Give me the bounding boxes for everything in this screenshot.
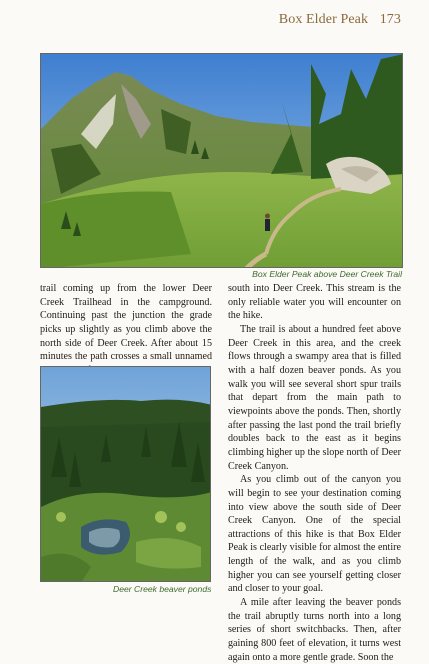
main-photo-caption: Box Elder Peak above Deer Creek Trail [252, 269, 402, 279]
header-title: Box Elder Peak [278, 12, 369, 27]
mountain-photo [40, 53, 403, 268]
right-paragraph-1: south into Deer Creek. This stream is the only reliable water you will encounter on the hike. [228, 283, 401, 322]
beaver-ponds-photo [40, 366, 211, 582]
right-paragraph-2: The trail is about a hundred feet above Deer Creek in this area, and the creek flows through a swampy area that is filled with a half dozen beaver ponds. As you walk you will see several short spur trails that depart from the main path to viewpoints above the ponds. Then, shortly after passing the last pond the trail briefly doubles back to the east as it begins climbing higher up the slope north of Deer Creek Canyon. [228, 323, 401, 472]
left-column [40, 282, 212, 378]
running-header [279, 12, 401, 28]
right-column [228, 282, 401, 664]
right-paragraph-4: A mile after leaving the beaver ponds the trail abruptly turns north into a long series of short switchbacks. Then, after gaining 800 feet of elevation, it turns west again onto a more gentle grade. Soon the [228, 597, 401, 663]
left-paragraph: trail coming up from the lower Deer Creek Trailhead in the campground. Continuing past the junction the grade picks up slightly as you climb above the north side of Deer Creek. After about 15 minutes the path crosses a small unnamed [40, 283, 212, 363]
page-number: 173 [379, 12, 401, 27]
small-photo-caption: Deer Creek beaver ponds [113, 584, 212, 594]
right-paragraph-3: As you climb out of the canyon you will begin to see your destination coming into view above the south side of Deer Creek Canyon. One of the special attractions of this hike is that Box Elder Peak is clearly visible for almost the entire length of the walk, and as you climb higher you can see yourself getting closer and closer to your goal. [228, 474, 401, 595]
